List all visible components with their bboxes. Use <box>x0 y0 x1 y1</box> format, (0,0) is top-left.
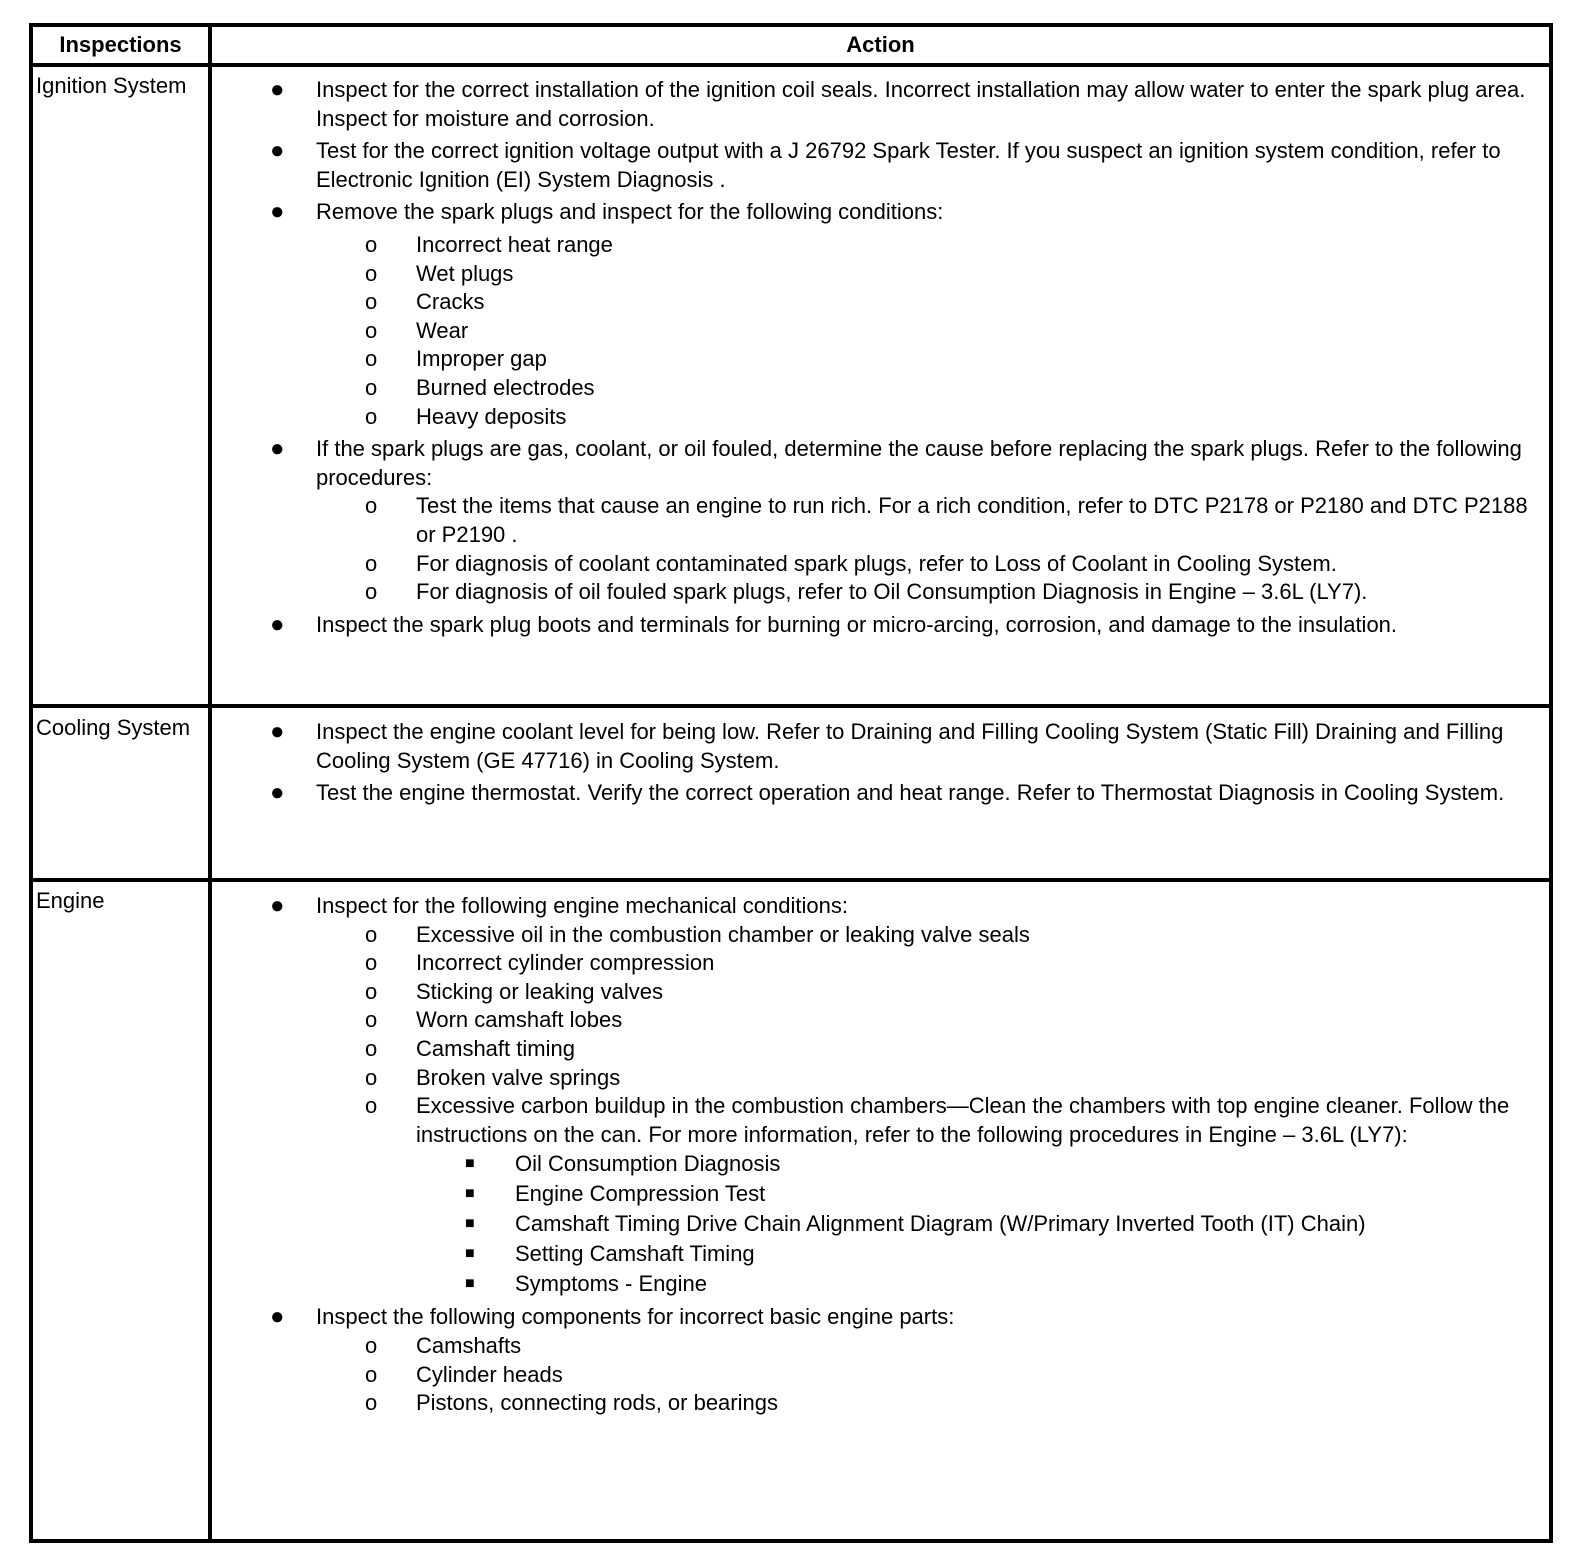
sub-list-item <box>212 374 1549 403</box>
sub-sub-list-item-text: Engine Compression Test <box>515 1181 766 1207</box>
sub-list-item <box>212 949 1549 978</box>
list-item <box>212 611 1549 640</box>
square-bullet-icon: ■ <box>465 1215 475 1233</box>
row-label-cooling-system: Cooling System <box>36 715 191 740</box>
header-inspections: Inspections <box>59 32 182 57</box>
circle-bullet-icon: o <box>365 403 378 429</box>
sub-sub-list-item <box>212 1209 1549 1239</box>
row-divider-2 <box>29 878 1553 882</box>
sub-list-item <box>212 1064 1549 1093</box>
list-item <box>212 435 1549 492</box>
square-bullet-icon: ■ <box>465 1275 475 1293</box>
list-item <box>212 779 1549 808</box>
list-item <box>212 718 1549 775</box>
sub-list-item-text: Incorrect cylinder compression <box>416 950 715 976</box>
sub-list-item <box>212 403 1549 432</box>
list-item-text: Test the engine thermostat. Verify the correct operation and heat range. Refer to Thermostat Diagnosis in Cooling System. <box>316 780 1505 806</box>
list-item-text: Inspect the following components for incorrect basic engine parts: <box>316 1304 955 1330</box>
circle-bullet-icon: o <box>365 317 378 343</box>
sub-sub-list-item <box>212 1269 1549 1299</box>
header-divider <box>29 63 1553 67</box>
sub-list-item-text: Burned electrodes <box>416 374 595 400</box>
sub-list-item-text: Heavy deposits <box>416 403 567 429</box>
sub-list-item-text: Wear <box>416 317 469 343</box>
list-item-text: Remove the spark plugs and inspect for the following conditions: <box>316 199 944 225</box>
sub-list-item <box>212 1361 1549 1390</box>
sub-list-item <box>212 1389 1549 1418</box>
sub-list-item <box>212 317 1549 346</box>
row-label-engine: Engine <box>36 888 105 913</box>
sub-list-item-text: For diagnosis of coolant contaminated spark plugs, refer to Loss of Coolant in Cooling System. <box>416 550 1337 576</box>
row-divider-1 <box>29 704 1553 708</box>
square-bullet-icon: ■ <box>465 1185 475 1203</box>
sub-list-item <box>212 288 1549 317</box>
sub-list-item-text: Cracks <box>416 289 485 315</box>
sub-list-item-text: Pistons, connecting rods, or bearings <box>416 1390 778 1416</box>
sub-list-item <box>212 492 1549 549</box>
sub-sub-list-item <box>212 1179 1549 1209</box>
sub-list-item <box>212 1035 1549 1064</box>
sub-sub-list-item-text: Camshaft Timing Drive Chain Alignment Diagram (W/Primary Inverted Tooth (IT) Chain) <box>515 1211 1366 1237</box>
list-item <box>212 198 1549 227</box>
circle-bullet-icon: o <box>365 374 378 400</box>
sub-list-item <box>212 921 1549 950</box>
square-bullet-icon: ■ <box>465 1245 475 1263</box>
bullet-icon: ● <box>270 610 285 638</box>
bullet-icon: ● <box>270 76 285 103</box>
circle-bullet-icon: o <box>365 1332 378 1358</box>
bullet-icon: ● <box>270 892 285 919</box>
action-cell-engine <box>212 892 1549 1418</box>
circle-bullet-icon: o <box>365 289 378 315</box>
circle-bullet-icon: o <box>365 950 378 976</box>
sub-list-item-text: Worn camshaft lobes <box>416 1007 623 1033</box>
square-bullet-icon: ■ <box>465 1155 475 1173</box>
sub-list-item-text: For diagnosis of oil fouled spark plugs, refer to Oil Consumption Diagnosis in Engine – 3.6L (LY7). <box>416 579 1368 605</box>
circle-bullet-icon: o <box>365 493 378 519</box>
circle-bullet-icon: o <box>365 231 378 257</box>
row-label-ignition-system: Ignition System <box>36 73 187 98</box>
list-item <box>212 137 1549 194</box>
sub-sub-list-item <box>212 1239 1549 1269</box>
bullet-icon: ● <box>270 718 285 745</box>
circle-bullet-icon: o <box>365 1007 378 1033</box>
circle-bullet-icon: o <box>365 550 378 576</box>
sub-sub-list-item <box>212 1149 1549 1179</box>
circle-bullet-icon: o <box>365 1035 378 1061</box>
sub-list-item <box>212 1006 1549 1035</box>
sub-list-item-text: Test the items that cause an engine to run rich. For a rich condition, refer to DTC P2178 or P2180 and DTC P2188 or P2190 . <box>416 493 1528 547</box>
sub-list-item <box>212 578 1549 607</box>
list-item-text: Inspect for the correct installation of the ignition coil seals. Incorrect installation may allow water to enter the spark plug area. Inspect for moisture and corrosion. <box>316 77 1526 131</box>
sub-sub-list-item-text: Symptoms - Engine <box>515 1271 707 1297</box>
sub-list-item-text: Camshafts <box>416 1332 522 1358</box>
sub-list-item <box>212 231 1549 260</box>
sub-list-item-text: Improper gap <box>416 346 547 372</box>
bullet-icon: ● <box>270 779 285 807</box>
list-item-text: Inspect for the following engine mechanical conditions: <box>316 893 848 918</box>
list-item <box>212 1303 1549 1332</box>
action-cell-ignition-system <box>212 76 1549 643</box>
circle-bullet-icon: o <box>365 1390 378 1416</box>
circle-bullet-icon: o <box>365 579 378 605</box>
sub-list-item-text: Excessive carbon buildup in the combustion chambers—Clean the chambers with top engine cleaner. Follow the instructions on the can. For more information, refer to the following procedures in Engine – 3.6L (LY7): <box>416 1093 1510 1147</box>
list-item-text: Test for the correct ignition voltage output with a J 26792 Spark Tester. If you suspect an ignition system condition, refer to Electronic Ignition (EI) System Diagnosis . <box>316 138 1501 192</box>
list-item-text: If the spark plugs are gas, coolant, or oil fouled, determine the cause before replacing the spark plugs. Refer to the following procedures: <box>316 436 1522 490</box>
sub-list-item-text: Camshaft timing <box>416 1035 575 1061</box>
circle-bullet-icon: o <box>365 346 378 372</box>
list-item-text: Inspect the spark plug boots and terminals for burning or micro-arcing, corrosion, and damage to the insulation. <box>316 611 1398 637</box>
action-cell-cooling-system <box>212 718 1549 812</box>
sub-sub-list-item-text: Oil Consumption Diagnosis <box>515 1151 781 1177</box>
sub-sub-list-item-text: Setting Camshaft Timing <box>515 1241 755 1267</box>
list-item-text: Inspect the engine coolant level for being low. Refer to Draining and Filling Cooling System (Static Fill) Draining and Filling Cooling System (GE 47716) in Cooling System. <box>316 719 1504 773</box>
sub-list-item <box>212 1092 1549 1149</box>
sub-list-item <box>212 1332 1549 1361</box>
circle-bullet-icon: o <box>365 260 378 286</box>
sub-list-item-text: Incorrect heat range <box>416 231 613 257</box>
circle-bullet-icon: o <box>365 1093 378 1119</box>
circle-bullet-icon: o <box>365 1361 378 1387</box>
bullet-icon: ● <box>270 1303 285 1331</box>
sub-list-item <box>212 550 1549 579</box>
circle-bullet-icon: o <box>365 978 378 1004</box>
sub-list-item-text: Wet plugs <box>416 260 514 286</box>
sub-list-item-text: Broken valve springs <box>416 1064 621 1090</box>
sub-list-item <box>212 345 1549 374</box>
bullet-icon: ● <box>270 198 285 226</box>
bullet-icon: ● <box>270 435 285 463</box>
sub-list-item <box>212 260 1549 289</box>
sub-list-item-text: Excessive oil in the combustion chamber or leaking valve seals <box>416 921 1030 947</box>
sub-list-item-text: Sticking or leaking valves <box>416 978 664 1004</box>
list-item <box>212 76 1549 133</box>
header-action: Action <box>846 32 915 57</box>
sub-list-item <box>212 978 1549 1007</box>
circle-bullet-icon: o <box>365 1064 378 1090</box>
list-item <box>212 892 1549 921</box>
bullet-icon: ● <box>270 137 285 165</box>
circle-bullet-icon: o <box>365 921 378 947</box>
sub-list-item-text: Cylinder heads <box>416 1361 563 1387</box>
